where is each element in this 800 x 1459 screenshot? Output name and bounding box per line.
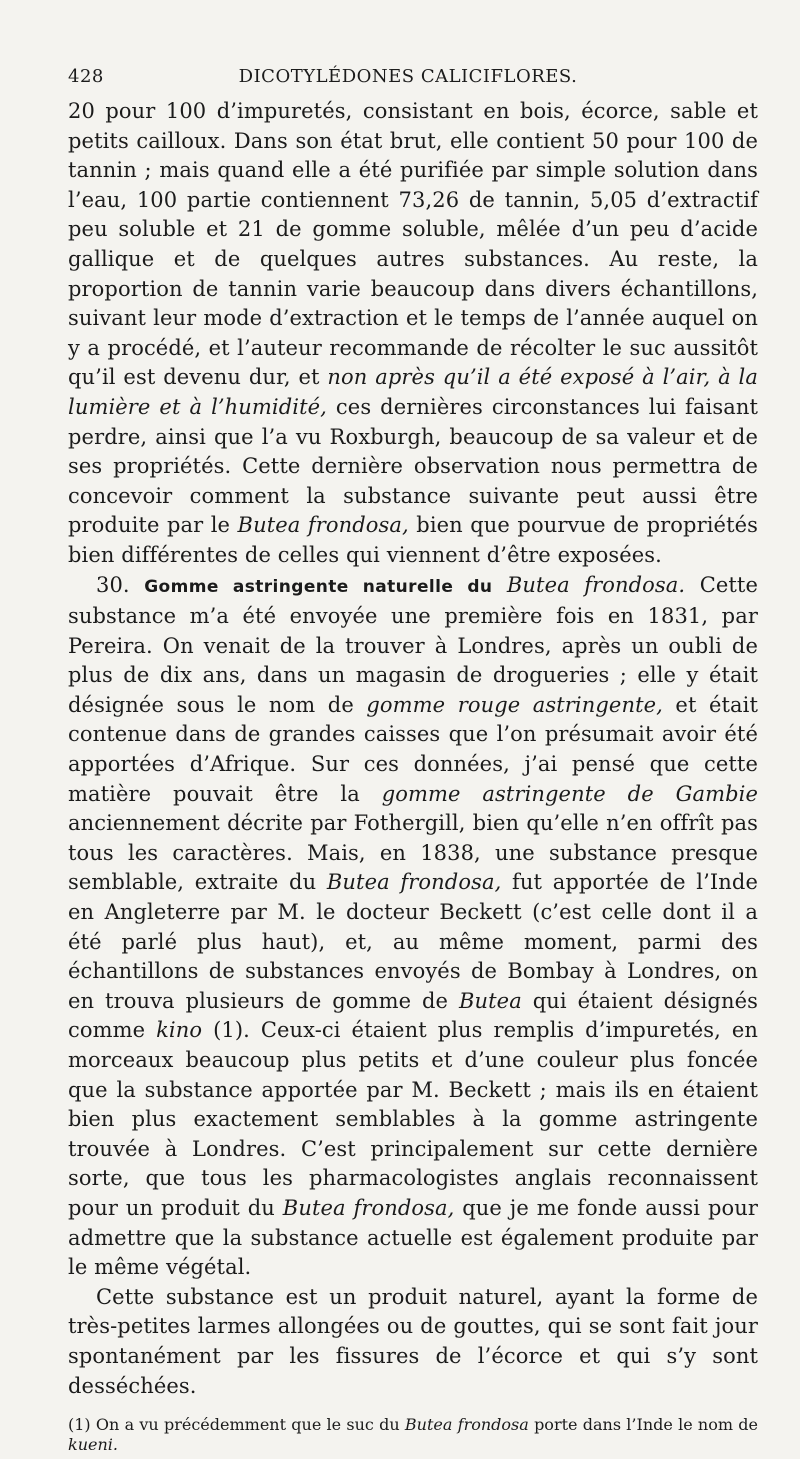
paragraph-description [68, 1283, 758, 1401]
text-run: anciennement décrite par Fothergill, bien qu’elle n’en offrît pas tous les caractères. Mais, en 1838, une substance presque semblable, extraite du [68, 811, 758, 895]
italic-quote: non après qu’il a été exposé à l’air, à la lumière et à l’humidité, [68, 365, 758, 419]
text-run: qui étaient désignés comme [68, 988, 759, 1043]
page-header [68, 66, 758, 87]
paragraph-section-30 [68, 571, 758, 1283]
text-run: et était contenue dans de grandes caisses que l’on présumait avoir été apportées d’Afrique. Sur ces données, j’ai pensé que cette matière pouvait être la [68, 692, 759, 806]
text-run: bien que pourvue de propriétés bien différentes de celles qui viennent d’être exposées. [68, 513, 759, 567]
text-run: (1). Ceux-ci étaient plus remplis d’impuretés, en morceaux beaucoup plus petits et d’une couleur plus foncée que la substance apportée par M. Beckett ; mais ils en étaient bien plus exactement semblables à la gomme astringente trouvée à Londres. C’est principalement sur cette dernière sorte, que tous les pharmacologistes anglais reconnaissent pour un produit du [68, 1018, 758, 1220]
species-name: Butea frondosa, [326, 870, 502, 895]
species-name: Butea frondosa, [237, 513, 409, 538]
italic-term: kueni. [68, 1435, 118, 1455]
text-run: que je me fonde aussi pour admettre que la substance actuelle est également produite par le même végétal. [68, 1195, 759, 1280]
page-body [68, 97, 758, 1455]
text-run: porte dans l’Inde le nom de [528, 1415, 758, 1435]
species-name: Butea frondosa [404, 1415, 529, 1435]
genus-name: Butea [458, 988, 522, 1013]
footnote [68, 1415, 758, 1455]
species-name: Butea frondosa, [282, 1195, 455, 1220]
section-title: Gomme astringente naturelle du [144, 576, 493, 597]
text-run: Cette substance est un produit naturel, ayant la forme de très-petites larmes allongées ou de gouttes, qui se sont fait jour spontanément par les fissures de l’écorce et qui s’y sont desséchées. [68, 1284, 758, 1398]
text-run: ces dernières circonstances lui faisant perdre, ainsi que l’a vu Roxburgh, beaucoup de sa valeur et de ses propriétés. Cette dernière observation nous permettra de concevoir comment la substance suivante peut aussi être produite par le [68, 394, 759, 538]
text-run: Cette substance m’a été envoyée une première fois en 1831, par Pereira. On venait de la trouver à Londres, après un oubli de plus de dix ans, dans un magasin de drogueries ; elle y était désignée sous le nom de [68, 572, 758, 717]
section-title-species: Butea frondosa. [492, 572, 686, 597]
text-run: (1) On a vu précédemment que le suc du [68, 1415, 405, 1435]
text-run: 20 pour 100 d’impuretés, consistant en bois, écorce, sable et petits cailloux. Dans son état brut, elle contient 50 pour 100 de tannin ; mais quand elle a été purifiée par simple solution dans l’eau, 100 partie contiennent 73,26 de tannin, 5,05 d’extractif peu soluble et 21 de gomme soluble, mêlée d’un peu d’acide gallique et de quelques autres substances. Au reste, la proportion de tannin varie beaucoup dans divers échantillons, suivant leur mode d’extraction et le temps de l’année auquel on y a procédé, et l’auteur recommande de récolter le suc aussitôt qu’il est devenu dur, et [68, 99, 758, 390]
section-number: 30. [96, 572, 145, 597]
paragraph-continued [68, 97, 758, 571]
page-number: 428 [68, 66, 104, 87]
italic-term: gomme astringente de Gambie [381, 781, 758, 806]
italic-term: gomme rouge astringente, [366, 692, 663, 717]
text-run: fut apportée de l’Inde en Angleterre par M. le docteur Beckett (c’est celle dont il a été parlé plus haut), et, au même moment, parmi des échantillons de substances envoyés de Bombay à Londres, on en trouva plusieurs de gomme de [68, 870, 758, 1013]
running-title: DICOTYLÉDONES CALICIFLORES. [238, 66, 578, 87]
italic-term: kino [156, 1018, 203, 1043]
